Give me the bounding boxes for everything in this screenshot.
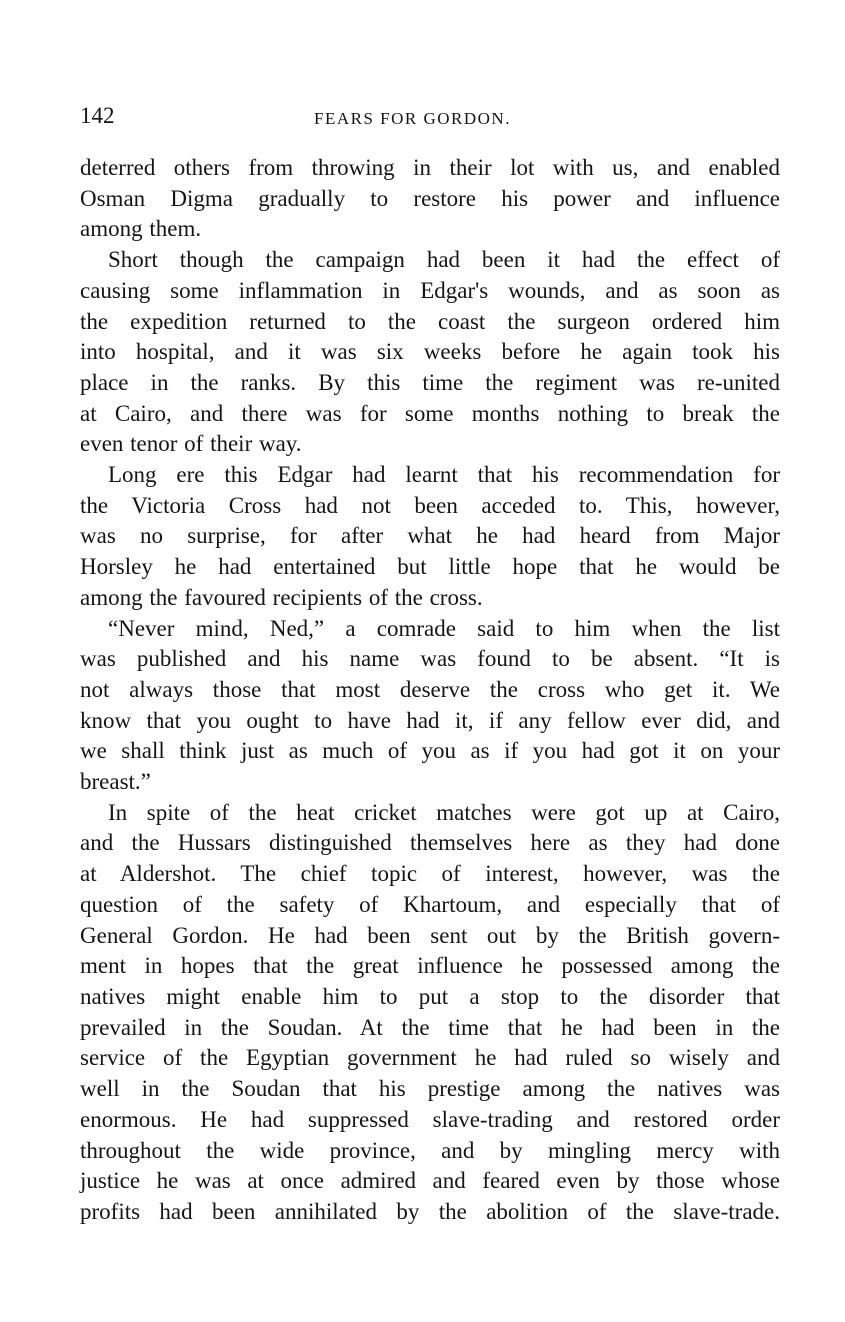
text-line: Osman Digma gradually to restore his power and influence: [80, 185, 780, 211]
text-line: prevailed in the Soudan. At the time that he had been in the: [80, 1014, 780, 1040]
text-line: the expedition returned to the coast the surgeon ordered him: [80, 308, 780, 334]
text-line: the Victoria Cross had not been acceded to. This, however,: [80, 492, 780, 518]
text-line: among the favoured recipients of the cross.: [80, 584, 483, 610]
running-head: [80, 100, 780, 132]
page-number: 142: [80, 103, 115, 128]
text-line: deterred others from throwing in their lot with us, and enabled: [80, 155, 780, 180]
text-line: well in the Soudan that his prestige among the natives was: [80, 1076, 780, 1102]
text-line: not always those that most deserve the cross who get it. We: [80, 676, 780, 702]
text-line: was no surprise, for after what he had heard from Major: [80, 523, 780, 549]
text-line: General Gordon. He had been sent out by the British govern-: [80, 922, 780, 948]
text-line: profits had been annihilated by the abolition of the slave-trade.: [80, 1198, 780, 1224]
body-text: [80, 153, 780, 1228]
text-line: Horsley he had entertained but little hope that he would be: [80, 554, 780, 580]
text-line: service of the Egyptian government he had ruled so wisely and: [80, 1045, 780, 1071]
text-line: Short though the campaign had been it had the effect of: [108, 247, 780, 273]
text-line: justice he was at once admired and feared even by those whose: [80, 1168, 780, 1194]
paragraph-comrade-quote: [80, 614, 780, 798]
text-line: In spite of the heat cricket matches were got up at Cairo,: [108, 799, 780, 825]
text-line: breast.”: [80, 769, 151, 795]
text-line: at Aldershot. The chief topic of interest, however, was the: [80, 861, 780, 887]
text-line: causing some inflammation in Edgar's wounds, and as soon as: [80, 277, 780, 303]
paragraph-campaign: [80, 245, 780, 460]
text-line: was published and his name was found to be absent. “It is: [80, 646, 780, 672]
text-line: among them.: [80, 216, 202, 242]
text-line: know that you ought to have had it, if any fellow ever did, and: [80, 707, 780, 733]
text-line: at Cairo, and there was for some months nothing to break the: [80, 400, 780, 426]
text-line: and the Hussars distinguished themselves here as they had done: [80, 830, 780, 856]
running-title: FEARS FOR GORDON.: [314, 109, 511, 128]
text-line: into hospital, and it was six weeks before he again took his: [80, 339, 780, 365]
text-line: enormous. He had suppressed slave-trading and restored order: [80, 1106, 780, 1132]
text-line: “Never mind, Ned,” a comrade said to him when the list: [108, 615, 780, 641]
text-line: Long ere this Edgar had learnt that his recommendation for: [108, 462, 780, 488]
text-line: throughout the wide province, and by mingling mercy with: [80, 1137, 780, 1163]
paragraph-continuation: [80, 153, 780, 245]
text-line: natives might enable him to put a stop to the disorder that: [80, 983, 780, 1009]
text-line: place in the ranks. By this time the regiment was re-united: [80, 369, 780, 395]
text-line: ment in hopes that the great influence he possessed among the: [80, 953, 780, 979]
paragraph-victoria-cross: [80, 460, 780, 614]
text-line: we shall think just as much of you as if you had got it on your: [80, 738, 780, 764]
text-line: question of the safety of Khartoum, and especially that of: [80, 891, 780, 917]
paragraph-gordon: [80, 798, 780, 1228]
text-line: even tenor of their way.: [80, 431, 302, 457]
